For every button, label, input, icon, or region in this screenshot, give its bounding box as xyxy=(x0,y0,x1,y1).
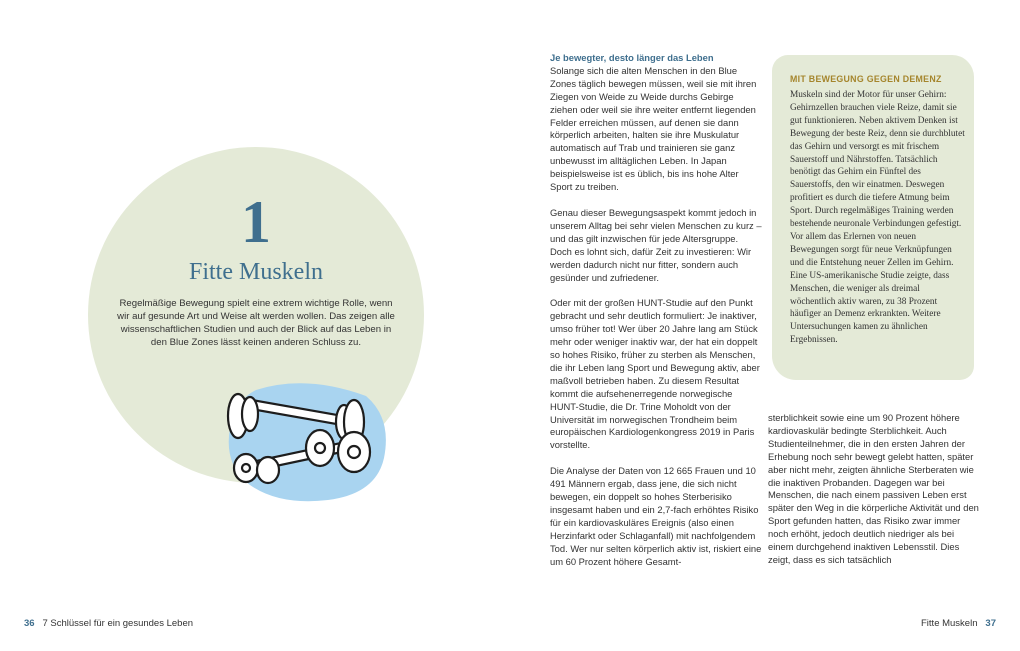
footer-right xyxy=(921,618,996,629)
page-number-right: 37 xyxy=(985,618,996,629)
running-title-right: Fitte Muskeln xyxy=(921,618,978,629)
dumbbells-icon xyxy=(216,378,392,502)
paragraph: Solange sich die alten Menschen in den Blue Zones täglich bewegen müssen, weil sie mit ihren Ziegen von Weide zu Weide durchs Gebirge ziehen oder weil sie ihre weiter entfernt liegenden Felder erreichen müssen, auf denen sie dann körperlich arbeiten, halten sie ihre Muskulatur automatisch auf Trab und trainieren sie ganz unbewusst im alltäglichen Leben. In Japan beispielsweise ist es üblich, bis ins hohe Alter Sport zu treiben. xyxy=(550,64,757,193)
section-subhead: Je bewegter, desto länger das Leben xyxy=(550,52,714,63)
chapter-intro: Regelmäßige Bewegung spielt eine extrem wichtige Rolle, wenn wir auf gesunde Art und Weise alt werden wollen. Das zeigen alle wissenschaftlichen Studien und auch der Blick auf das Leben in den Blue Zones lässt keinen anderen Schluss zu. xyxy=(117,298,395,348)
text-column-1 xyxy=(550,52,762,582)
footer-left xyxy=(24,618,193,629)
paragraph: Oder mit der großen HUNT-Studie auf den Punkt gebracht und sehr deutlich formuliert: Je inaktiver, umso früher tot! Wer über 20 Jahre lang am Stück mehr oder weniger inaktiv war, der hat ein doppelt so hohes Risiko, früher zu sterben als Menschen, die ihr Leben lang Sport und Bewegung aktiv, aber maßvoll betrieben haben. Zu diesem Resultat kommt die aufsehenerregende norwegische HUNT-Studie, die Dr. Trine Moholdt von der Universität im norwegischen Trondheim beim europäischen Kardiologenkongress 2019 in Paris vorstellte. xyxy=(550,297,760,451)
paragraph: Die Analyse der Daten von 12 665 Frauen und 10 491 Männern ergab, dass jene, die sich nicht bewegen, ein doppelt so hohes Sterberisiko insgesamt haben und ein 2,7-fach erhöhtes Risiko für ein kardiovaskuläres Ereignis (also einen Herzinfarkt oder Schlaganfall) mit nachfolgendem Tod. Wer nur selten körperlich aktiv ist, riskiert eine um 60 Prozent höhere Gesamt- xyxy=(550,465,762,567)
text-column-2 xyxy=(768,412,980,580)
running-title-left: 7 Schlüssel für ein gesundes Leben xyxy=(42,618,194,629)
paragraph: Genau dieser Bewegungsaspekt kommt jedoch in unserem Alltag bei sehr vielen Menschen zu kurz – und das gilt inzwischen für jede Altersgruppe. Doch es lohnt sich, dafür Zeit zu investieren: Wir werden dadurch nicht nur fitter, sondern auch gesünder und zufriedener. xyxy=(550,206,762,283)
sidebar-text: Muskeln sind der Motor für unser Gehirn: Gehirnzellen brauchen viele Reize, damit sie gut funktionieren. Neben aktivem Denken ist Bewegung der beste Reiz, denn sie durchblutet das Gehirn und versorgt es mit frischem Sauerstoff und Nährstoffen. Tatsächlich benötigt das Gehirn ein Fünftel des Sauerstoffs, den wir einatmen. Deswegen profitiert es durch die tiefere Atmung beim Sport. Durch regelmäßiges Training werden bestehende neuronale Verbindungen gefestigt. Vor allem das Erlernen von neuen Bewegungen sorgt für neue Verknüpfungen und die Entstehung neuer Zellen im Gehirn. Eine US-amerikanische Studie zeigte, dass Menschen, die weniger als dreimal wöchentlich aktiv waren, zu 38 Prozent häufiger an Demenz erkrankten. Weitere Untersuchungen kamen zu ähnlichen Ergebnissen. xyxy=(790,90,965,346)
page-number-left: 36 xyxy=(24,618,35,629)
chapter-title: Fitte Muskeln xyxy=(188,259,323,285)
paragraph: sterblichkeit sowie eine um 90 Prozent höhere kardiovaskulär bedingte Sterblichkeit. Auch Studienteilnehmer, die in den ersten Jahren der Erhebung noch sehr bewegt gelebt hatten, später aber nicht mehr, zeigten ähnliche Sterberaten wie die inaktiven Probanden. Dagegen war bei Menschen, die nach einem passiven Leben erst später den Weg in die körperliche Aktivität und den Sport gefunden hatten, das Risiko zwar immer noch erhöht, jedoch deutlich niedriger als bei einem durchgehend inaktiven Lebensstil. Dies zeigt, dass es sich tatsächlich xyxy=(768,412,979,565)
chapter-number: 1 xyxy=(241,189,271,255)
sidebar-heading: MIT BEWEGUNG GEGEN DEMENZ xyxy=(790,74,942,84)
